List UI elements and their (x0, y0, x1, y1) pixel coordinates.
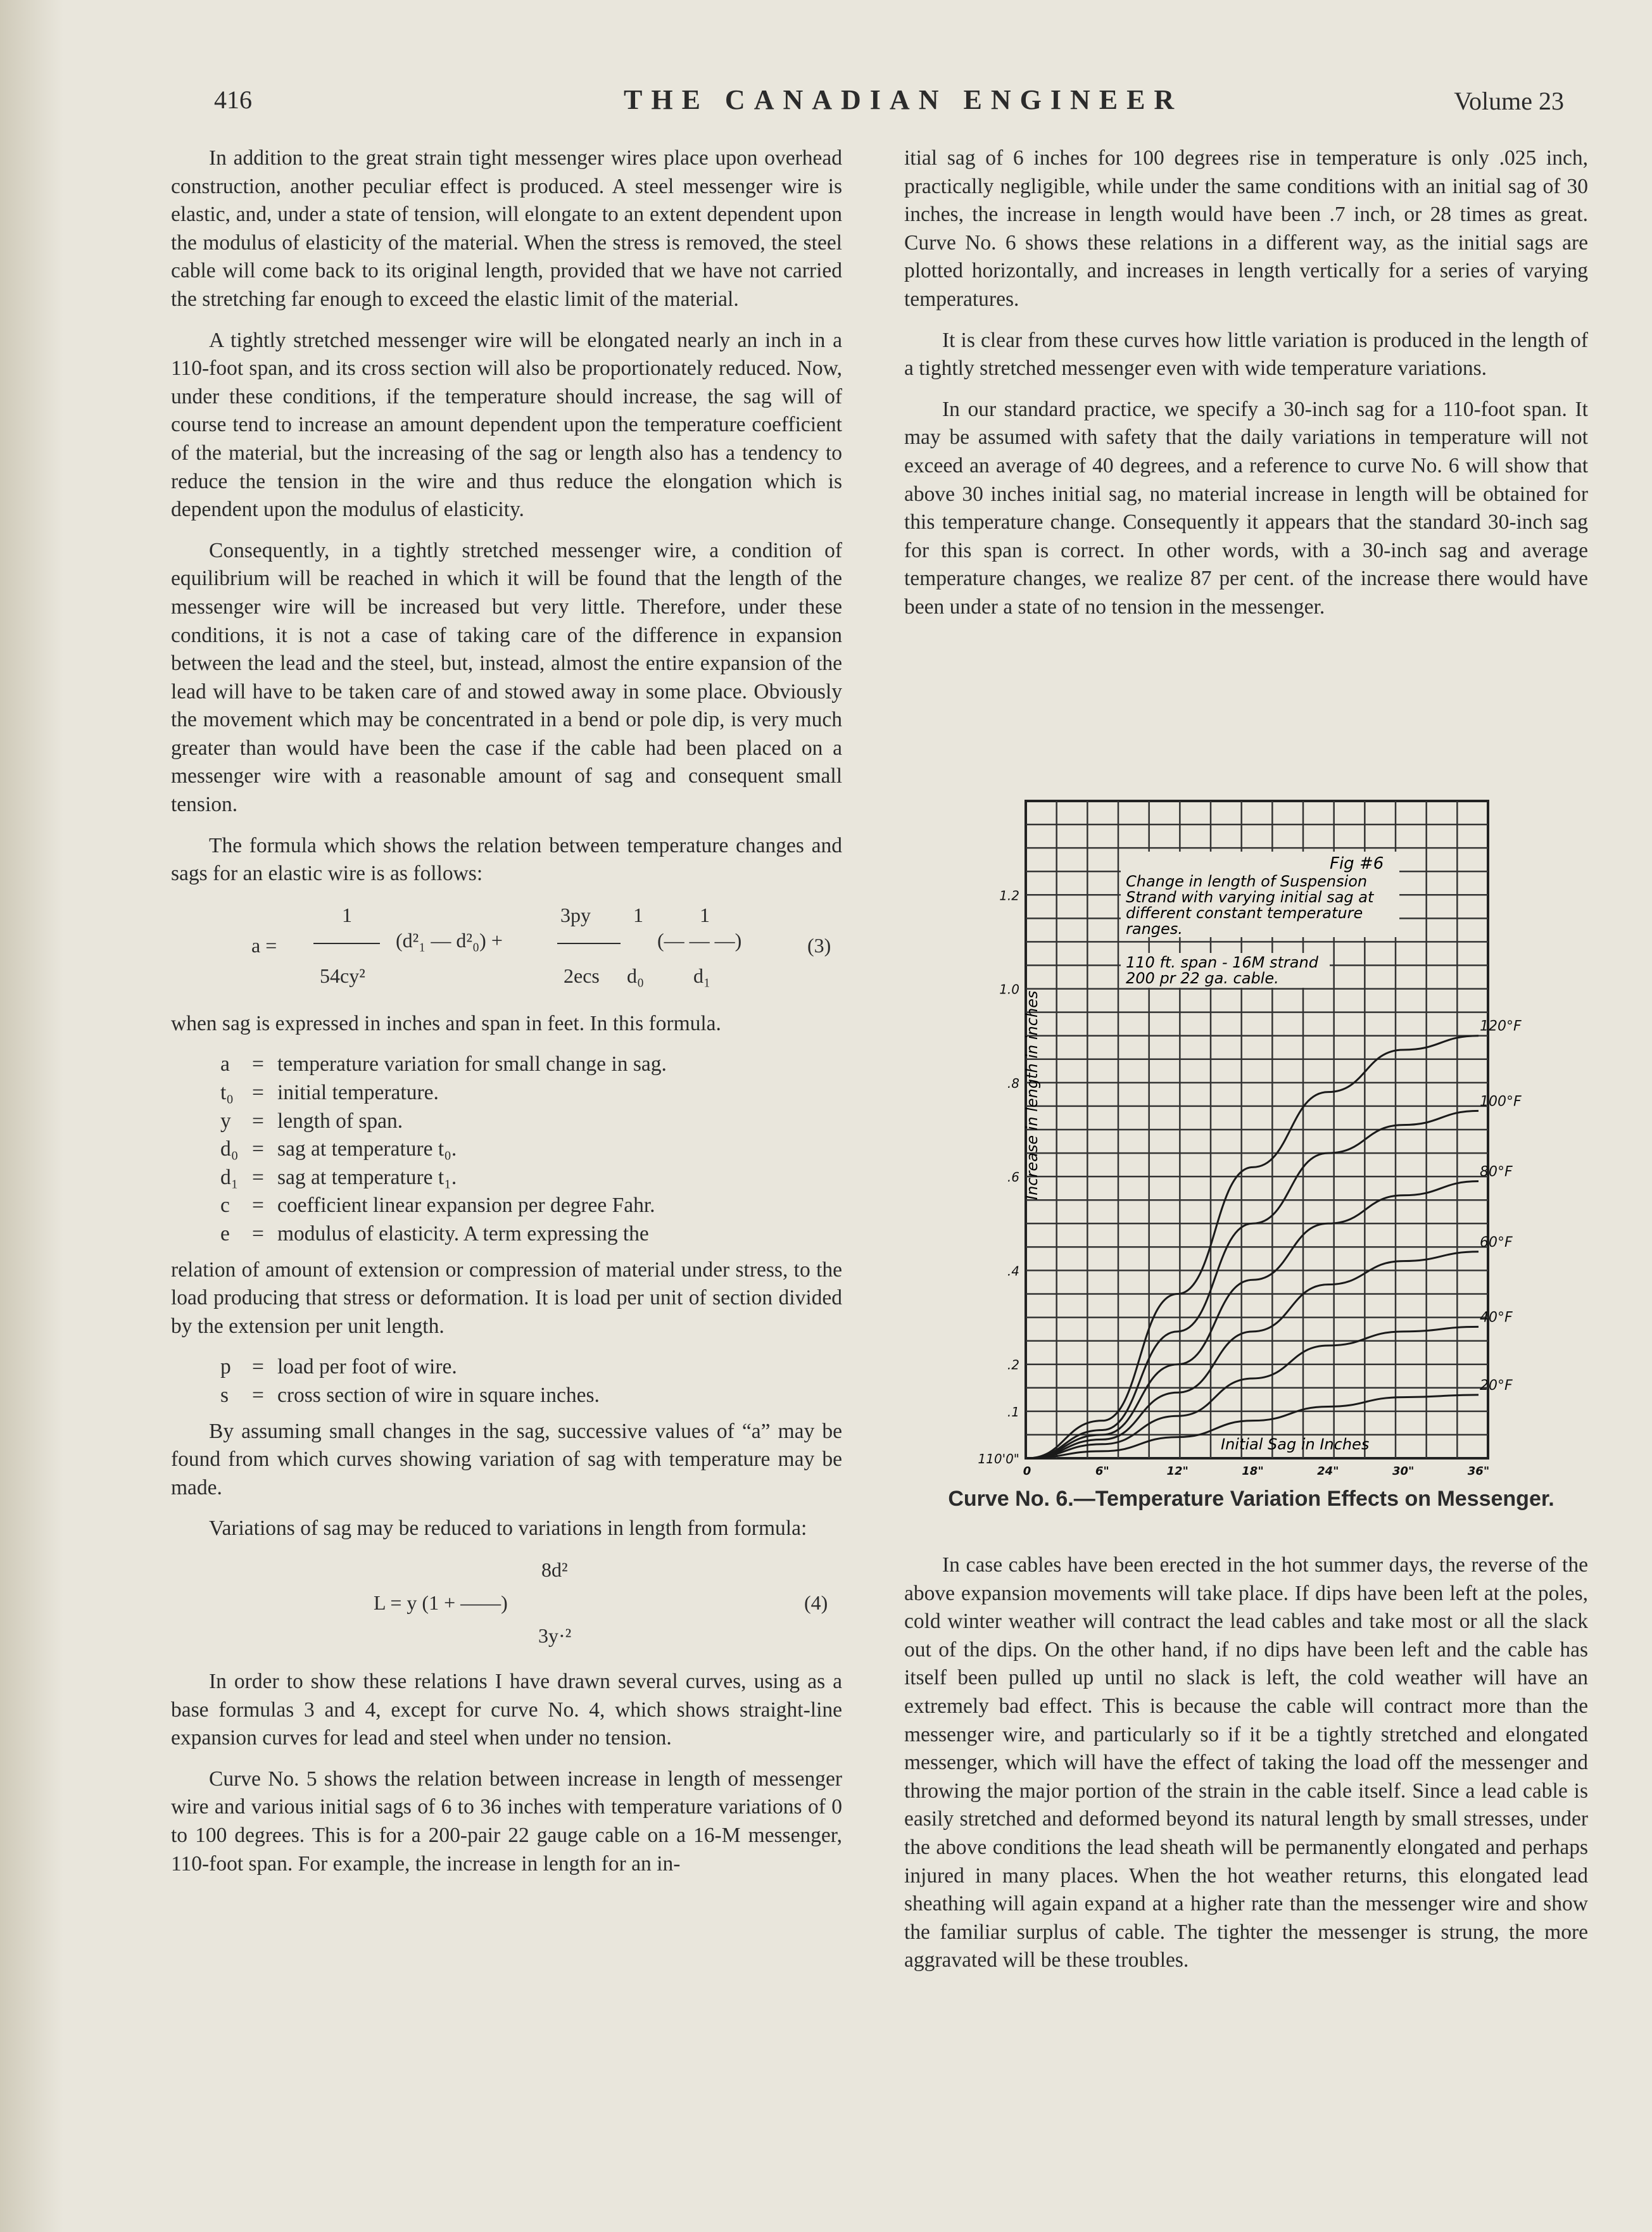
y-tick-label: .1 (1007, 1404, 1019, 1420)
paragraph: itial sag of 6 inches for 100 degrees rise in temperature is only .025 inch, practically negligible, while under the same conditions with an initial sag of 30 inches, the increase in length would have been .7 inch, or 28 times as great. Curve No. 6 shows these relations in a different way, as the initial sags are plotted horizontally, and increases in length vertically for a series of varying temperatures. (904, 146, 1588, 311)
y-tick-label: .2 (1007, 1357, 1019, 1373)
paragraph: In our standard practice, we specify a 30-inch sag for a 110-foot span. It may be assumed with safety that the daily variations in temperature will not exceed an average of 40 degrees, and a reference to curve No. 6 will show that above 30 inches initial sag, no material increase in length will be obtained for this temperature change. Consequently it appears that the standard 30-inch sag for this span is correct. In other words, with a 30-inch sag and average temperature changes, we realize 87 per cent. of the increase there would have been under a state of no tension in the messenger. (904, 397, 1588, 619)
series-curve (1027, 1111, 1479, 1458)
paragraph: By assuming small changes in the sag, successive values of “a” may be found from which curves showing variation of sag with temperature may be made. (171, 1419, 842, 1499)
series-label: 40°F (1480, 1309, 1513, 1326)
series-label: 60°F (1480, 1234, 1513, 1251)
x-axis-label: Initial Sag in Inches (1221, 1435, 1370, 1453)
formula-number: (3) (807, 933, 831, 957)
formula-lhs: a = (251, 933, 277, 957)
paragraph: A tightly stretched messenger wire will be elongated nearly an inch in a 110-foot span, and its cross section will also be proportionately reduced. Now, under these conditions, if the temperature should increase, the sag will of course tend to increase an amount dependent upon the temperature coefficient of the material, but the increasing of the sag or length also has a tendency to reduce the tension in the wire and thus reduce the elongation which is dependent upon the modulus of elasticity. (171, 328, 842, 522)
definition: t₀ = initial temperature. (220, 1081, 439, 1105)
paragraph: In addition to the great strain tight messenger wires place upon overhead construction, another peculiar effect is produced. A steel messenger wire is elastic, and, under a state of tension, will elongate to an extent dependent upon the modulus of elasticity of the material. When the stress is removed, the steel cable will come back to its original length, provided that we have not carried the stretching far enough to exceed the elastic limit of the material. (171, 146, 842, 311)
x-tick-label: 0 (1023, 1465, 1031, 1478)
paragraph: relation of amount of extension or compression of material under stress, to the load producing that stress or deformation. It is load per unit of section divided by the extension per unit length. (171, 1258, 842, 1338)
paragraph: It is clear from these curves how little variation is produced in the length of a tightly stretched messenger even with wide temperature variations. (904, 328, 1588, 381)
series-curve (1027, 1252, 1479, 1458)
y-tick-label: 110'0" (978, 1451, 1019, 1466)
y-tick-label: .8 (1007, 1075, 1019, 1091)
x-tick-label: 12" (1166, 1465, 1189, 1478)
series-label: 120°F (1480, 1018, 1522, 1035)
right-column (904, 144, 1588, 634)
y-tick-label: 1.0 (999, 981, 1019, 997)
definition: a = temperature variation for small change in sag. (220, 1052, 667, 1076)
definition: y = length of span. (220, 1109, 403, 1133)
chart-subtitle-line: different constant temperature (1126, 904, 1363, 922)
chart-subtitle-line: 200 pr 22 ga. cable. (1126, 969, 1279, 987)
definition: s = cross section of wire in square inches. (220, 1383, 600, 1407)
paragraph: Consequently, in a tightly stretched messenger wire, a condition of equilibrium will be reached in which it will be found that the length of the messenger wire will be increased but very little. Therefore, under these conditions, it is not a case of taking care of the difference in expansion between the lead and the steel, but, instead, almost the entire expansion of the lead will have to be taken care of and stowed away in some place. Obviously the movement which may be concentrated in a bend or pole dip, is very much greater than would have been the case if the cable had been placed on a messenger wire with a reasonable amount of sag and consequent small tension. (171, 538, 842, 817)
x-tick-label: 18" (1242, 1465, 1264, 1478)
formula-denominator: 2ecs (564, 964, 600, 987)
y-tick-label: .6 (1007, 1170, 1019, 1185)
formula-3 (171, 901, 842, 1007)
left-column (171, 144, 842, 1891)
formula-numerator: 1 (700, 903, 710, 926)
formula-numerator: 1 (342, 903, 352, 926)
definition: p = load per foot of wire. (220, 1355, 457, 1379)
chart-title: Fig #6 (1330, 854, 1384, 873)
journal-title: THE CANADIAN ENGINEER (624, 84, 1183, 115)
formula-denominator: d₀ (627, 964, 645, 987)
definition: c = coefficient linear expansion per degree Fahr. (220, 1194, 655, 1218)
series-label: 100°F (1480, 1094, 1522, 1110)
x-tick-label: 24" (1317, 1465, 1339, 1478)
page-header (209, 81, 1564, 132)
figure-curve-6 (924, 795, 1583, 1535)
page-number: 416 (214, 85, 252, 114)
chart-subtitle-line: Strand with varying initial sag at (1126, 888, 1374, 906)
chart (924, 795, 1583, 1479)
paragraph: Curve No. 5 shows the relation between increase in length of messenger wire and various initial sags of 6 to 36 inches with temperature variations of 0 to 100 degrees. This is for a 200-pair 22 gauge cable on a 16-M messenger, 110-foot span. For example, the increase in length for an in- (171, 1767, 842, 1876)
y-tick-label: 1.2 (999, 888, 1019, 904)
y-axis-label: Increase in length in inches (1023, 990, 1041, 1200)
paragraph: when sag is expressed in inches and span in feet. In this formula. (171, 1011, 721, 1035)
formula-numerator: 3py (560, 903, 591, 926)
series-label: 20°F (1480, 1377, 1513, 1394)
chart-subtitle-line: Change in length of Suspension (1126, 873, 1368, 890)
formula-numerator: 8d² (541, 1558, 568, 1581)
right-column-lower (904, 1551, 1588, 1988)
formula-denominator: 3y·² (538, 1624, 572, 1647)
paragraph: In order to show these relations I have drawn several curves, using as a base formulas 3 and 4, except for curve No. 4, which shows straight-line expansion curves for lead and steel when under no tension. (171, 1669, 842, 1750)
definition-list (171, 1050, 842, 1248)
definition: d₀ = sag at temperature t₀. (220, 1137, 457, 1161)
definition: e = modulus of elasticity. A term expressing the (220, 1222, 649, 1245)
chart-subtitle-line: 110 ft. span - 16M strand (1126, 954, 1318, 971)
formula-denominator: 54cy² (320, 964, 365, 987)
formula-expression: L = y (1 + ——) (374, 1591, 508, 1614)
paragraph: In case cables have been erected in the hot summer days, the reverse of the above expansion movements will take place. If dips have been left at the poles, cold winter weather will contract the lead cables and take most or all the slack out of the dips. On the other hand, if no dips have been left and the cable has itself been pulled up until no slack is left, the cold weather will have an extremely bad effect. This is because the cable will contract more than the messenger wire, and particularly so if it be a tightly stretched and elongated messenger, which will have the effect of taking the load off the messenger and throwing the major portion of the strain in the cable itself. Since a lead cable is easily stretched and deformed beyond its natural length by small stresses, under the above conditions the lead sheath will be permanently elongated and perhaps injured in many places. When the hot weather returns, this elongated lead sheathing will again expand at a higher rate than the messenger wire and show the familiar surplus of cable. The tighter the messenger is strung, the more aggravated will be these troubles. (904, 1553, 1588, 1972)
definition-list (171, 1353, 842, 1409)
x-tick-label: 6" (1095, 1465, 1109, 1478)
paragraph: Variations of sag may be reduced to variations in length from formula: (209, 1516, 807, 1541)
y-tick-label: .4 (1007, 1263, 1019, 1279)
volume-label: Volume 23 (1454, 87, 1564, 115)
formula-term: (d²₁ — d²₀) + (396, 928, 503, 952)
formula-denominator: d₁ (693, 964, 711, 987)
x-tick-label: 36" (1467, 1465, 1490, 1478)
formula-number: (4) (804, 1591, 828, 1614)
x-tick-label: 30" (1392, 1465, 1415, 1478)
formula-numerator: 1 (633, 903, 643, 926)
paragraph: The formula which shows the relation between temperature changes and sags for an elastic wire is as follows: (171, 833, 842, 886)
chart-subtitle-line: ranges. (1126, 920, 1183, 938)
page-edge (0, 0, 63, 2232)
formula-4 (171, 1556, 842, 1660)
formula-term: (— — —) (657, 928, 742, 952)
figure-caption: Curve No. 6.—Temperature Variation Effects on Messenger. (948, 1487, 1554, 1511)
series-label: 80°F (1480, 1164, 1513, 1180)
definition: d₁ = sag at temperature t₁. (220, 1165, 457, 1189)
